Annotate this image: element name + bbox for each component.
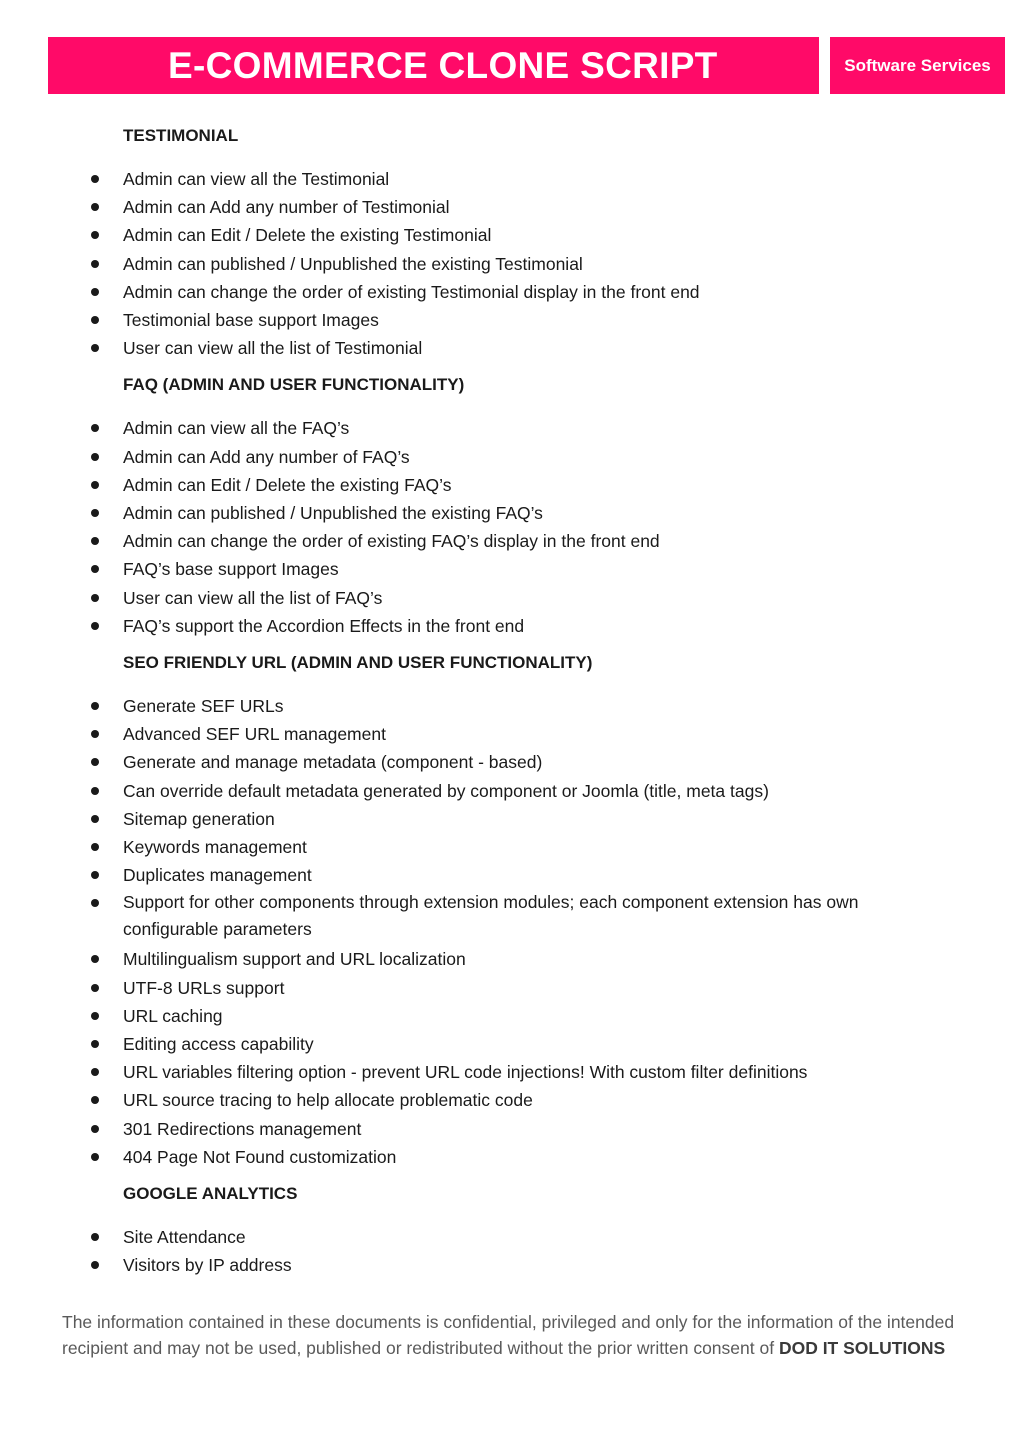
list-item: User can view all the list of FAQ’s [0, 584, 1024, 612]
bullet-icon [91, 231, 99, 239]
list-item: Visitors by IP address [0, 1251, 1024, 1279]
bullet-icon [91, 424, 99, 432]
list-item: URL variables filtering option - prevent URL code injections! With custom filter definitions [0, 1058, 1024, 1086]
bullet-list-analytics [0, 1223, 1024, 1279]
bullet-icon [91, 1261, 99, 1269]
bullet-icon [91, 787, 99, 795]
bullet-icon [91, 594, 99, 602]
list-item: Admin can view all the FAQ’s [0, 414, 1024, 442]
header-badge: Software Services [830, 37, 1005, 94]
list-item: Admin can Add any number of Testimonial [0, 193, 1024, 221]
bullet-icon [91, 622, 99, 630]
list-item: UTF-8 URLs support [0, 974, 1024, 1002]
bullet-icon [91, 1068, 99, 1076]
list-item: URL source tracing to help allocate problematic code [0, 1086, 1024, 1114]
bullet-icon [91, 815, 99, 823]
list-item: Generate SEF URLs [0, 692, 1024, 720]
confidentiality-notice [62, 1310, 962, 1361]
bullet-icon [91, 509, 99, 517]
footer-text: The information contained in these documents is confidential, privileged and only for the information of the intended recipient and may not be used, published or redistributed without the prior written consent of [62, 1312, 955, 1358]
bullet-icon [91, 702, 99, 710]
section-heading-seo: SEO FRIENDLY URL (ADMIN AND USER FUNCTIONALITY) [123, 653, 593, 673]
list-item: Testimonial base support Images [0, 306, 1024, 334]
section-heading-analytics: GOOGLE ANALYTICS [123, 1184, 298, 1204]
list-item: Admin can Edit / Delete the existing Testimonial [0, 221, 1024, 249]
list-item: FAQ’s base support Images [0, 555, 1024, 583]
list-item: Admin can change the order of existing Testimonial display in the front end [0, 278, 1024, 306]
bullet-icon [91, 260, 99, 268]
bullet-icon [91, 175, 99, 183]
bullet-list-seo [0, 692, 1024, 1171]
list-item: Admin can published / Unpublished the existing Testimonial [0, 250, 1024, 278]
bullet-icon [91, 984, 99, 992]
list-item: Site Attendance [0, 1223, 1024, 1251]
company-name: DOD IT SOLUTIONS [778, 1337, 946, 1358]
bullet-icon [91, 1012, 99, 1020]
list-item: Duplicates management [0, 861, 1024, 889]
list-item: Sitemap generation [0, 805, 1024, 833]
section-heading-faq: FAQ (ADMIN AND USER FUNCTIONALITY) [123, 375, 465, 395]
bullet-icon [91, 955, 99, 963]
list-item: URL caching [0, 1002, 1024, 1030]
bullet-icon [91, 730, 99, 738]
list-item: Generate and manage metadata (component - based) [0, 748, 1024, 776]
header-banner [48, 37, 819, 94]
bullet-icon [91, 1153, 99, 1161]
list-item: Editing access capability [0, 1030, 1024, 1058]
list-item: FAQ’s support the Accordion Effects in the front end [0, 612, 1024, 640]
section-heading-testimonial: TESTIMONIAL [123, 126, 239, 145]
list-item: Can override default metadata generated by component or Joomla (title, meta tags) [0, 777, 1024, 805]
list-item: Multilingualism support and URL localization [0, 945, 1024, 973]
list-item: User can view all the list of Testimonial [0, 334, 1024, 362]
list-item: Admin can Edit / Delete the existing FAQ’s [0, 471, 1024, 499]
bullet-icon [91, 344, 99, 352]
bullet-icon [91, 565, 99, 573]
bullet-icon [91, 537, 99, 545]
list-item: Admin can view all the Testimonial [0, 165, 1024, 193]
list-item: Admin can published / Unpublished the existing FAQ’s [0, 499, 1024, 527]
list-item: Advanced SEF URL management [0, 720, 1024, 748]
list-item: Admin can Add any number of FAQ’s [0, 443, 1024, 471]
list-item: Admin can change the order of existing FAQ’s display in the front end [0, 527, 1024, 555]
list-item: 404 Page Not Found customization [0, 1143, 1024, 1171]
bullet-icon [91, 1125, 99, 1133]
list-item: 301 Redirections management [0, 1115, 1024, 1143]
bullet-icon [91, 1233, 99, 1241]
page-title: E-COMMERCE CLONE SCRIPT [168, 44, 718, 86]
bullet-icon [91, 899, 99, 907]
bullet-icon [91, 288, 99, 296]
list-item: Support for other components through extension modules; each component extension has own configurable parameters [0, 889, 1024, 945]
bullet-icon [91, 481, 99, 489]
document-body [0, 123, 1024, 1290]
bullet-icon [91, 1040, 99, 1048]
bullet-icon [91, 203, 99, 211]
bullet-icon [91, 871, 99, 879]
bullet-list-testimonial [0, 165, 1024, 362]
bullet-icon [91, 453, 99, 461]
bullet-icon [91, 758, 99, 766]
bullet-icon [91, 843, 99, 851]
list-item: Keywords management [0, 833, 1024, 861]
bullet-icon [91, 316, 99, 324]
bullet-list-faq [0, 414, 1024, 640]
bullet-icon [91, 1096, 99, 1104]
